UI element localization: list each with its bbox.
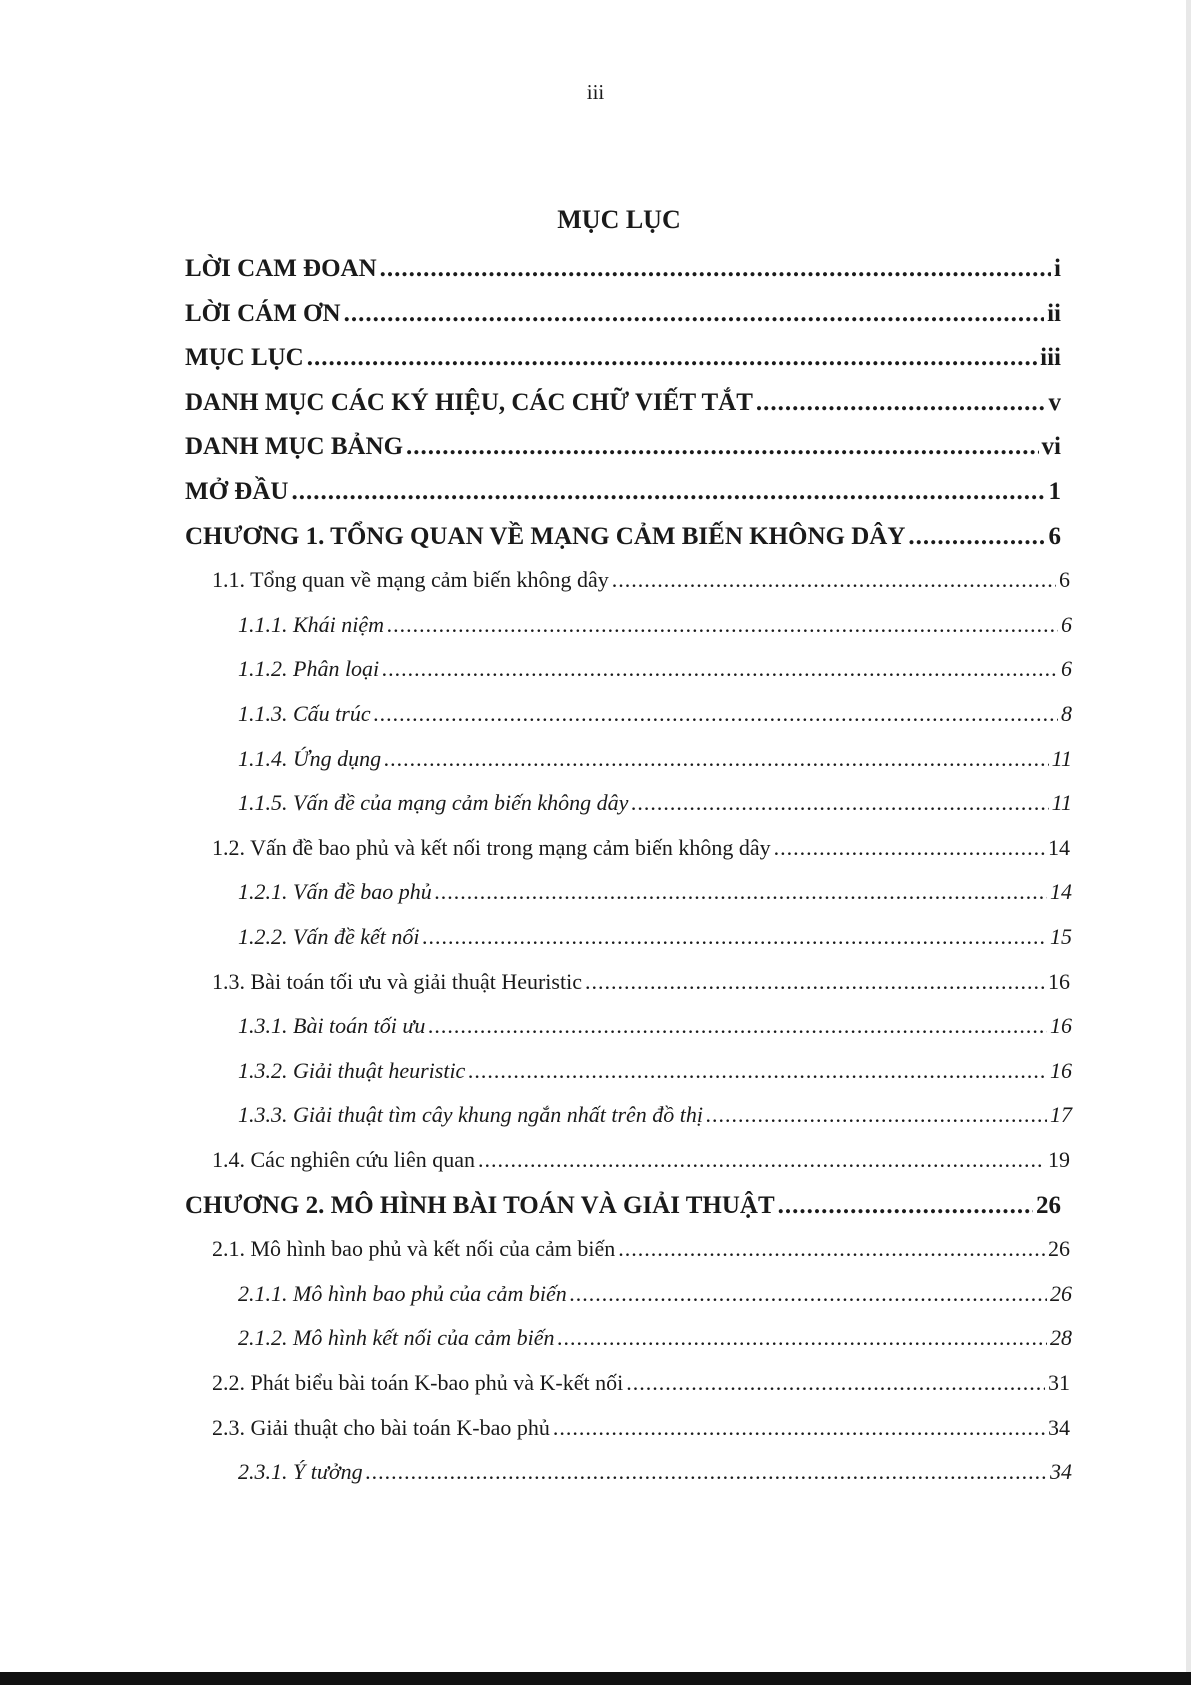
toc-dot-leader xyxy=(478,1147,1045,1173)
toc-entry xyxy=(212,567,1070,601)
toc-entry xyxy=(238,1281,1072,1315)
toc-dot-leader xyxy=(612,567,1056,593)
toc-dot-leader xyxy=(382,656,1058,682)
toc-entry-label: 2.1. Mô hình bao phủ và kết nối của cảm biến xyxy=(212,1236,616,1262)
toc-entry xyxy=(185,389,1061,423)
toc-entry-label: 2.3. Giải thuật cho bài toán K-bao phủ xyxy=(212,1414,550,1440)
toc-dot-leader xyxy=(626,1370,1045,1396)
toc-dot-leader xyxy=(778,1192,1033,1220)
toc-entry-label: 1.4. Các nghiên cứu liên quan xyxy=(212,1147,476,1172)
toc-entry-label: 1.3.2. Giải thuật heuristic xyxy=(238,1057,466,1083)
toc-dot-leader xyxy=(291,478,1045,506)
toc-entry xyxy=(238,879,1072,913)
toc-entry xyxy=(185,1192,1061,1226)
toc-title: MỤC LỤC xyxy=(557,205,681,234)
toc-entry xyxy=(185,255,1061,289)
toc-entry-page: ii xyxy=(1047,299,1061,327)
toc-entry xyxy=(212,835,1070,869)
scan-bottom-border xyxy=(0,1672,1191,1685)
toc-entry-page: 8 xyxy=(1061,701,1072,726)
toc-entry-page: 34 xyxy=(1050,1459,1072,1485)
toc-entry xyxy=(185,344,1061,378)
toc-entry-label: CHƯƠNG 2. MÔ HÌNH BÀI TOÁN VÀ GIẢI THUẬT xyxy=(185,1191,775,1219)
toc-entry xyxy=(185,478,1061,512)
toc-entry xyxy=(212,1236,1070,1270)
toc-entry-label: LỜI CÁM ƠN xyxy=(185,299,341,327)
toc-entry-label: 1.2.2. Vấn đề kết nối xyxy=(238,924,420,949)
toc-entry-page: 28 xyxy=(1050,1325,1072,1351)
toc-dot-leader xyxy=(344,300,1045,328)
toc-entry-label: 1.2. Vấn đề bao phủ và kết nối trong mạng cảm biến không dây xyxy=(212,834,771,860)
toc-entry-page: 16 xyxy=(1050,1057,1072,1083)
toc-dot-leader xyxy=(406,433,1039,461)
toc-dot-leader xyxy=(307,344,1037,372)
toc-entry-label: 1.1.1. Khái niệm xyxy=(238,611,385,637)
toc-entry-page: 26 xyxy=(1048,1236,1070,1262)
toc-entry-label: 1.1.2. Phân loại xyxy=(238,656,380,682)
toc-entry-page: 11 xyxy=(1051,790,1072,816)
toc-dot-leader xyxy=(428,1013,1047,1039)
toc-entry-page: 1 xyxy=(1048,478,1061,505)
toc-entry-label: MỤC LỤC xyxy=(185,344,304,372)
toc-entry-page: 14 xyxy=(1048,834,1070,860)
toc-entry xyxy=(238,746,1072,780)
toc-entry-page: iii xyxy=(1040,344,1061,372)
toc-entry xyxy=(212,1370,1070,1404)
toc-dot-leader xyxy=(366,1459,1047,1485)
toc-dot-leader xyxy=(387,612,1058,638)
toc-dot-leader xyxy=(618,1236,1045,1262)
toc-entry xyxy=(238,1459,1072,1493)
toc-entry xyxy=(238,1013,1072,1047)
toc-dot-leader xyxy=(468,1058,1047,1084)
toc-entry-page: 6 xyxy=(1061,656,1072,682)
toc-entry-label: LỜI CAM ĐOAN xyxy=(185,255,377,282)
toc-dot-leader xyxy=(756,389,1046,417)
toc-entry-label: 1.1.3. Cấu trúc xyxy=(238,701,371,726)
toc-entry-page: 14 xyxy=(1050,879,1072,905)
toc-dot-leader xyxy=(570,1281,1047,1307)
toc-dot-leader xyxy=(435,879,1047,905)
toc-entry xyxy=(212,1415,1070,1449)
toc-entry xyxy=(238,1325,1072,1359)
toc-dot-leader xyxy=(631,790,1048,816)
toc-entry-page: i xyxy=(1054,255,1061,282)
toc-entry-label: DANH MỤC BẢNG xyxy=(185,433,404,461)
toc-dot-leader xyxy=(908,523,1045,551)
toc-entry-label: DANH MỤC CÁC KÝ HIỆU, CÁC CHỮ VIẾT TẮT xyxy=(185,388,753,416)
toc-entry xyxy=(212,1147,1070,1181)
toc-entry-label: 2.1.1. Mô hình bao phủ của cảm biến xyxy=(238,1280,567,1306)
toc-entry-label: 1.1.4. Ứng dụng xyxy=(238,745,382,771)
toc-entry xyxy=(238,790,1072,824)
toc-dot-leader xyxy=(374,701,1058,727)
toc-entry-page: 6 xyxy=(1048,522,1061,550)
toc-entry xyxy=(238,656,1072,690)
toc-entry-label: CHƯƠNG 1. TỔNG QUAN VỀ MẠNG CẢM BIẾN KHÔNG DÂY xyxy=(185,522,906,550)
toc-entry xyxy=(238,1102,1072,1136)
toc-entry-label: 1.2.1. Vấn đề bao phủ xyxy=(238,879,432,905)
toc-dot-leader xyxy=(585,969,1045,995)
toc-entry xyxy=(238,924,1072,958)
toc-entry-page: 31 xyxy=(1048,1370,1070,1395)
toc-dot-leader xyxy=(380,255,1051,283)
toc-entry-label: 1.3.3. Giải thuật tìm cây khung ngắn nhất trên đồ thị xyxy=(238,1102,704,1128)
toc-entry-page: 19 xyxy=(1048,1147,1070,1172)
toc-dot-leader xyxy=(774,835,1045,861)
toc-entry-label: 1.3. Bài toán tối ưu và giải thuật Heuristic xyxy=(212,968,582,994)
toc-entry xyxy=(238,1058,1072,1092)
toc-dot-leader xyxy=(422,924,1047,950)
toc-entry-label: 2.1.2. Mô hình kết nối của cảm biến xyxy=(238,1325,555,1351)
page-number: iii xyxy=(586,80,605,104)
toc-entry-page: 17 xyxy=(1050,1102,1072,1128)
toc-entry-page: 16 xyxy=(1050,1013,1072,1039)
toc-dot-leader xyxy=(706,1102,1047,1128)
toc-dot-leader xyxy=(384,746,1049,772)
toc-entry-label: 1.1.5. Vấn đề của mạng cảm biến không dây xyxy=(238,790,629,816)
toc-entry-page: 16 xyxy=(1048,968,1070,994)
toc-entry-page: vi xyxy=(1041,433,1061,461)
toc-dot-leader xyxy=(553,1415,1045,1441)
toc-entry-label: 2.3.1. Ý tưởng xyxy=(238,1459,363,1485)
toc-entry xyxy=(212,969,1070,1003)
toc-dot-leader xyxy=(558,1325,1048,1351)
toc-entry-label: 1.3.1. Bài toán tối ưu xyxy=(238,1013,426,1039)
toc-entry-page: 6 xyxy=(1059,567,1070,593)
toc-entry-page: 11 xyxy=(1051,745,1072,771)
toc-entry-page: 34 xyxy=(1048,1414,1070,1440)
page-edge xyxy=(1186,0,1191,1672)
toc-entry-page: 26 xyxy=(1050,1280,1072,1306)
toc-entry xyxy=(238,701,1072,735)
toc-entry xyxy=(185,433,1061,467)
toc-entry-label: 1.1. Tổng quan về mạng cảm biến không dây xyxy=(212,567,609,593)
toc-entry-page: 26 xyxy=(1036,1191,1061,1219)
toc-entry xyxy=(238,612,1072,646)
toc-entry-page: 6 xyxy=(1061,611,1072,637)
toc-entry-label: 2.2. Phát biểu bài toán K-bao phủ và K-kết nối xyxy=(212,1370,624,1395)
toc-entry-page: v xyxy=(1048,388,1061,416)
toc-entry xyxy=(185,300,1061,334)
toc-entry-page: 15 xyxy=(1050,924,1072,949)
toc-entry xyxy=(185,523,1061,557)
toc-entry-label: MỞ ĐẦU xyxy=(185,478,289,505)
